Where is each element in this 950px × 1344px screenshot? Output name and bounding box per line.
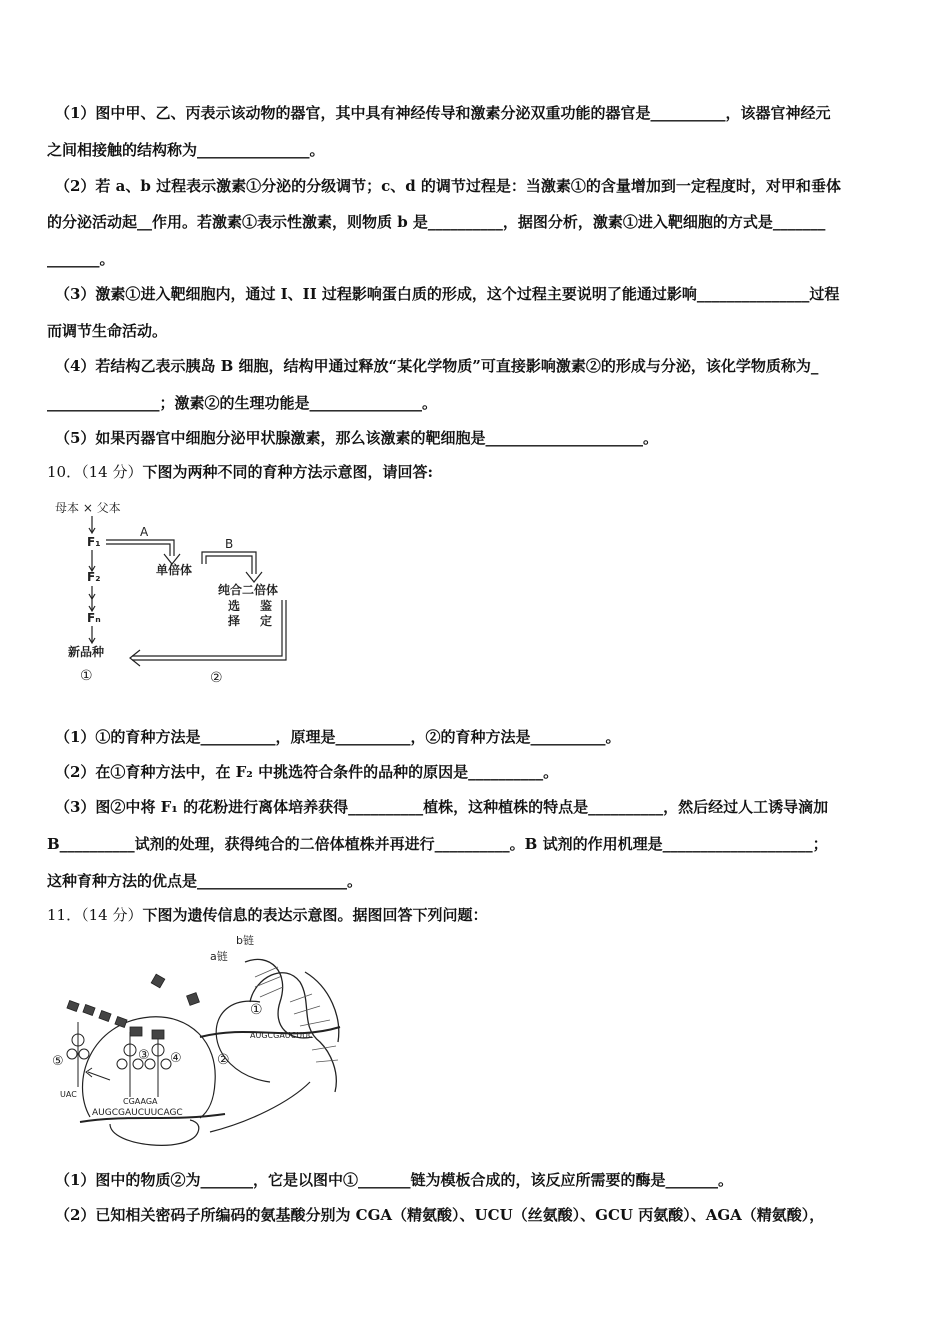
mrna-arrow	[210, 1082, 310, 1132]
label-identify	[260, 598, 272, 628]
q10-part3-line3: 这种育种方法的优点是____________________。	[47, 872, 363, 890]
dna-strand-1	[245, 959, 312, 1038]
dna-rung	[260, 987, 283, 997]
label-select-text-2: 择	[228, 614, 241, 628]
dna-rung	[300, 1020, 330, 1026]
amino-acid	[130, 1027, 142, 1036]
q10-number: 10．（14 分）	[47, 463, 143, 481]
q9-part2-line1: （2）若 a、b 过程表示激素①分泌的分级调节；c、d 的调节过程是：当激素①的含量增加到一定程度时，对甲和垂体	[55, 177, 841, 195]
amino-acid	[99, 1011, 111, 1022]
arrowhead-return	[130, 650, 140, 666]
breeding-diagram-svg	[50, 496, 300, 692]
label-arrow-b: B	[225, 537, 234, 551]
q9-part3-line2: 而调节生命活动。	[47, 322, 168, 340]
label-anticodon: UAC	[60, 1090, 77, 1099]
label-identify-text: 鉴	[260, 599, 273, 613]
q9-part5: （5）如果丙器官中细胞分泌甲状腺激素，那么该激素的靶细胞是_____________________。	[55, 429, 658, 447]
label-fn: Fₙ	[87, 611, 101, 625]
label-identify-text-2: 定	[260, 614, 273, 628]
dna-rung	[255, 976, 282, 987]
q10-title: 下图为两种不同的育种方法示意图，请回答:	[142, 463, 433, 481]
q11-header	[47, 905, 487, 925]
label-f2: F₂	[87, 570, 101, 584]
q10-part3-line2: B__________试剂的处理，获得纯合的二倍体植株并再进行__________。B 试剂的作用机理是____________________；	[47, 835, 828, 853]
q10-part1: （1）①的育种方法是__________，原理是__________，②的育种方法是__________。	[55, 728, 621, 746]
dna-rung	[290, 994, 312, 1002]
ribosome-small-subunit	[110, 1120, 199, 1145]
q9-part4-line2: _______________；激素②的生理功能是_______________。	[47, 394, 438, 412]
trna-loop	[117, 1059, 127, 1069]
label-select	[227, 598, 240, 628]
arrow-b-outer	[202, 552, 256, 574]
expression-diagram	[50, 932, 345, 1157]
arrow-a-inner	[106, 544, 170, 556]
label-circle-1: ①	[80, 668, 93, 684]
amino-acid	[83, 1005, 95, 1016]
q9-part1-line2: 之间相接触的结构称为_______________。	[47, 141, 325, 159]
label-f1: F₁	[87, 535, 101, 549]
label-haploid: 单倍体	[156, 563, 193, 577]
label-pure-diploid: 纯合二倍体	[218, 583, 279, 597]
arrowhead-b	[246, 572, 262, 582]
label-circle-2: ②	[210, 670, 223, 686]
label-b-chain: b链	[236, 934, 254, 947]
q9-part2-line2: 的分泌活动起__作用。若激素①表示性激素，则物质 b 是__________，据图分析，激素①进入靶细胞的方式是_______	[47, 213, 826, 231]
label-codons: CGAAGA	[123, 1097, 158, 1106]
q10-part3-line1: （3）图②中将 F₁ 的花粉进行离体培养获得__________植株，这种植株的特点是__________，然后经过人工诱导滴加	[55, 798, 829, 816]
q11-part1: （1）图中的物质②为_______，它是以图中①_______链为模板合成的，该反应所需要的酶是_______。	[55, 1171, 733, 1189]
trna-loop	[67, 1049, 77, 1059]
label-circle-2: ②	[217, 1052, 230, 1068]
free-amino-acid	[187, 993, 200, 1006]
label-circle-5: ⑤	[52, 1054, 64, 1069]
label-mrna-seq-2: AUGCGAUCUUC	[250, 1031, 314, 1040]
arrow-a-outer	[106, 540, 174, 556]
q10-header	[47, 462, 433, 482]
amino-acid	[67, 1001, 79, 1012]
free-amino-acid	[151, 974, 165, 988]
label-arrow-a: A	[140, 525, 149, 539]
dna-rung	[255, 967, 278, 977]
amino-acid	[115, 1017, 127, 1028]
q9-part4-line1: （4）若结构乙表示胰岛 B 细胞，结构甲通过释放“某化学物质”可直接影响激素②的形成与分泌，该化学物质称为_	[55, 357, 819, 375]
label-mrna-seq: AUGCGAUCUUCAGC	[92, 1108, 183, 1118]
expression-diagram-svg	[50, 932, 345, 1157]
q11-number: 11．（14 分）	[47, 906, 143, 924]
q10-part2: （2）在①育种方法中，在 F₂ 中挑选符合条件的品种的原因是__________。	[55, 763, 559, 781]
q9-part3-line1: （3）激素①进入靶细胞内，通过 I、II 过程影响蛋白质的形成，这个过程主要说明了能通过影响_______________过程	[55, 285, 840, 303]
arrow-b-inner	[206, 556, 252, 574]
q11-part2: （2）已知相关密码子所编码的氨基酸分别为 CGA（精氨酸）、UCU（丝氨酸）、GCU 丙氨酸）、AGA（精氨酸），	[55, 1206, 825, 1224]
trna-loop	[145, 1059, 155, 1069]
label-circle-4: ④	[170, 1051, 182, 1066]
label-select-text: 选	[228, 599, 241, 613]
q9-part1-line1: （1）图中甲、乙、丙表示该动物的器官，其中具有神经传导和激素分泌双重功能的器官是__________，该器官神经元	[55, 104, 831, 122]
label-parents: 母本 × 父本	[55, 501, 121, 515]
breeding-diagram	[50, 496, 300, 692]
dna-rung	[316, 1060, 338, 1062]
label-a-chain: a链	[210, 950, 228, 963]
amino-acid	[152, 1030, 164, 1039]
trna-loop	[79, 1049, 89, 1059]
label-circle-3: ③	[138, 1048, 150, 1063]
q11-title: 下图为遗传信息的表达示意图。据图回答下列问题：	[142, 906, 488, 924]
q9-part2-line3: _______。	[47, 250, 115, 268]
label-circle-1: ①	[250, 1002, 263, 1018]
label-new-variety: 新品种	[68, 645, 105, 659]
